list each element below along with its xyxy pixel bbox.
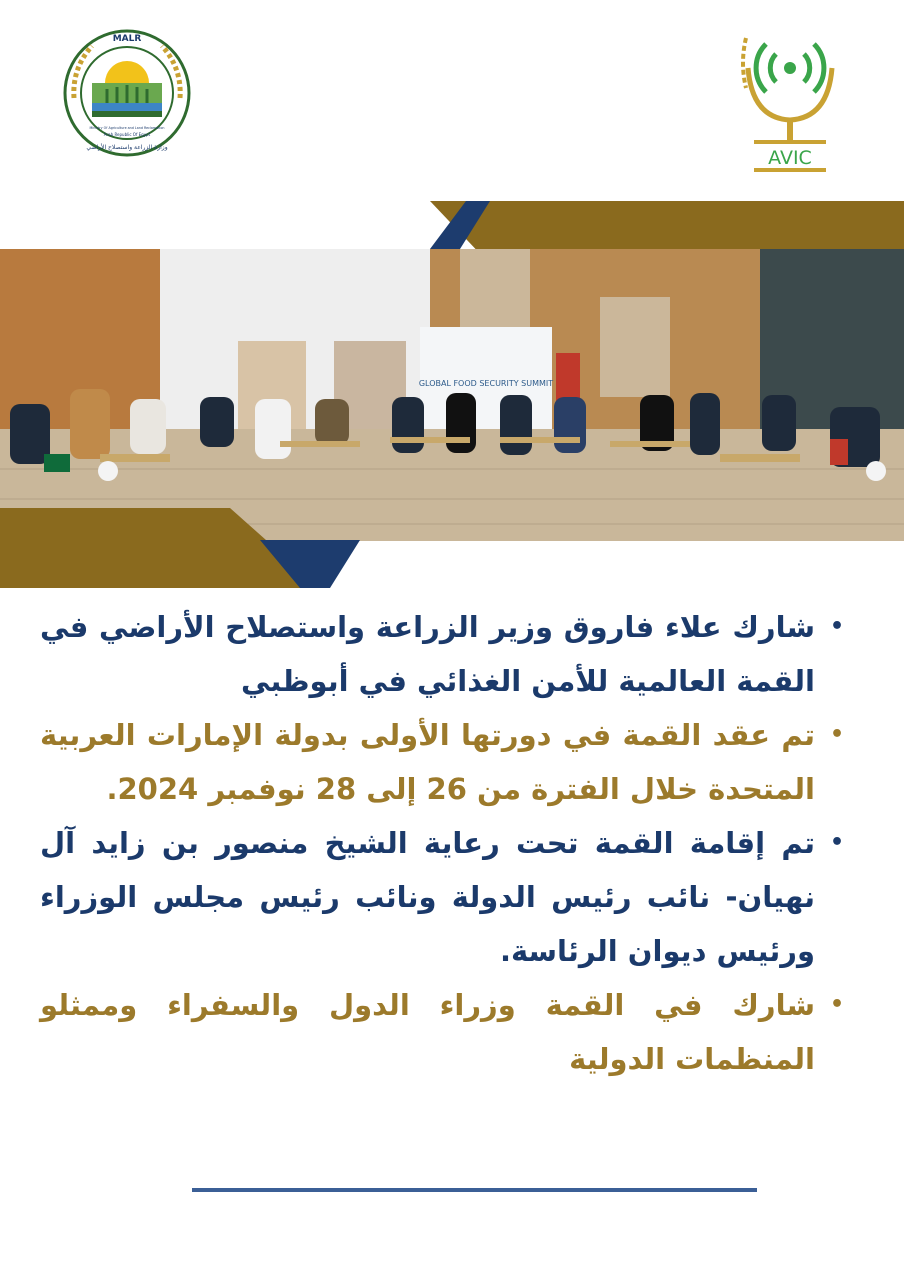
bullet-item (40, 978, 850, 1086)
bullet-dot-icon: • (829, 614, 844, 639)
summit-photo-graphic (0, 249, 904, 541)
news-bullet-list (40, 600, 850, 1086)
avic-graphic (732, 28, 842, 178)
seal-ring-text: Arab Republic Of Egypt (103, 132, 151, 137)
summit-photo (0, 249, 904, 541)
bullet-text: تم إقامة القمة تحت رعاية الشيخ منصور بن زايد آل نهيان- نائب رئيس الدولة ونائب رئيس مجلس الوزراء ورئيس ديوان الرئاسة. (40, 826, 815, 968)
seal-ministry-text: Ministry Of Agriculture and Land Reclamation (89, 126, 165, 130)
avic-label: AVIC (768, 147, 812, 169)
bullet-text: تم عقد القمة في دورتها الأولى بدولة الإمارات العربية المتحدة خلال الفترة من 26 إلى 28 نوفمبر 2024. (40, 718, 815, 806)
bullet-text: شارك في القمة وزراء الدول والسفراء وممثلو المنظمات الدولية (40, 988, 815, 1076)
seal-top-text: MALR (112, 34, 142, 44)
backdrop-text: GLOBAL FOOD SECURITY SUMMIT (418, 379, 554, 388)
bullet-dot-icon: • (829, 722, 844, 747)
bullet-dot-icon: • (829, 830, 844, 855)
ministry-seal-logo (62, 28, 192, 158)
bottom-decorative-banner (0, 508, 360, 588)
seal-bottom-text: وزارة الزراعة واستصلاح الأراضي (86, 144, 168, 151)
bullet-text: شارك علاء فاروق وزير الزراعة واستصلاح الأراضي في القمة العالمية للأمن الغذائي في أبوظبي (40, 610, 815, 698)
bottom-divider (192, 1188, 757, 1192)
avic-logo (732, 28, 842, 178)
bullet-item (40, 816, 850, 978)
bullet-item (40, 708, 850, 816)
bullet-item (40, 600, 850, 708)
bullet-dot-icon: • (829, 992, 844, 1017)
